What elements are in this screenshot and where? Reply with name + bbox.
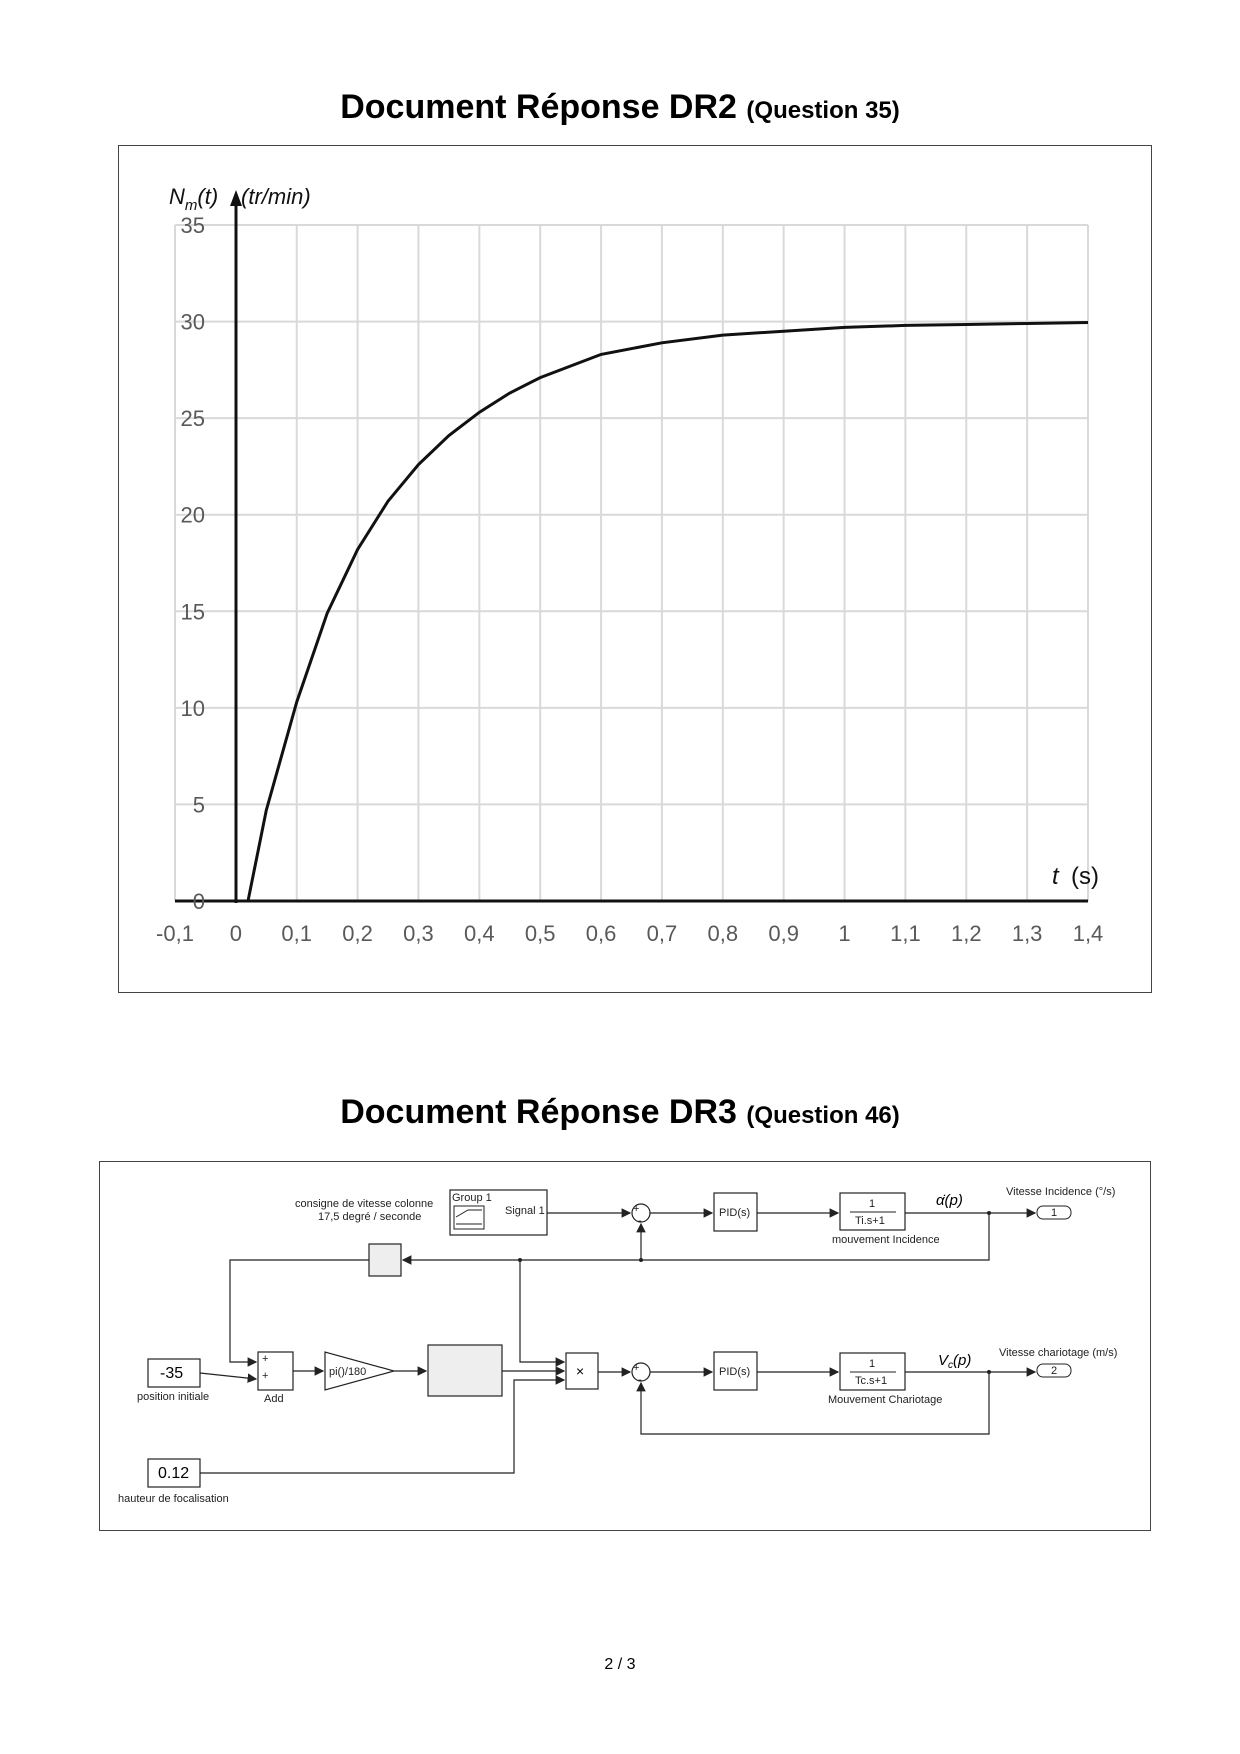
chart-frame [118, 145, 1152, 993]
x-tick-label: -0,1 [156, 921, 194, 946]
out1-title: Vitesse Incidence (°/s) [1006, 1186, 1116, 1198]
tf1-den: Ti.s+1 [855, 1215, 885, 1227]
pid1-label: PID(s) [719, 1207, 751, 1219]
product-symbol: × [576, 1363, 585, 1379]
y-tick-label: 0 [192, 889, 205, 914]
dr2-title [0, 88, 1240, 127]
x-tick-label: 1,3 [1011, 921, 1043, 946]
unknown-block-feedback[interactable] [369, 1244, 401, 1276]
response-chart [119, 146, 1150, 991]
chart-grid [175, 225, 1088, 901]
x-tick-label: 1 [838, 921, 851, 946]
x-tick-label: 0,8 [707, 921, 739, 946]
block-diagram [100, 1162, 1149, 1529]
dr3-question: (Question 46) [746, 1102, 900, 1129]
sum2-minus: - [638, 1374, 642, 1386]
x-tick-label: 0,2 [342, 921, 373, 946]
tf2-num: 1 [869, 1358, 876, 1370]
chart-axes [175, 190, 1088, 903]
add-label: Add [264, 1393, 284, 1405]
dr2-title-text: Document Réponse DR2 [340, 88, 737, 126]
y-tick-labels [181, 213, 205, 914]
x-tick-label: 0,4 [464, 921, 495, 946]
const2-value: 0.12 [158, 1465, 190, 1482]
y-tick-label: 20 [180, 502, 205, 528]
signal-label: Signal 1 [505, 1205, 545, 1217]
junction-dot [639, 1258, 643, 1262]
y-axis-unit: (tr/min) [241, 184, 311, 209]
y-tick-label: 5 [192, 792, 205, 818]
dr2-question: (Question 35) [746, 97, 900, 124]
y-tick-label: 30 [180, 309, 205, 335]
group-label: Group 1 [452, 1192, 492, 1204]
alpha-label: α̇(p) [936, 1192, 963, 1209]
tf1-label: mouvement Incidence [832, 1234, 940, 1246]
page-number: 2 / 3 [604, 1656, 636, 1673]
x-axis-label: t [1052, 863, 1059, 890]
x-tick-label: 1,4 [1072, 921, 1104, 946]
x-tick-label: 0,6 [585, 921, 617, 946]
sum1-minus: - [638, 1215, 642, 1227]
diagram-frame [99, 1161, 1151, 1531]
out2-port: 2 [1051, 1365, 1058, 1377]
out2-title: Vitesse chariotage (m/s) [999, 1347, 1118, 1359]
tf2-den: Tc.s+1 [855, 1375, 888, 1387]
y-tick-label: 10 [180, 695, 205, 721]
unknown-block-trig[interactable] [428, 1345, 502, 1396]
sum2-plus: + [633, 1362, 640, 1374]
sum1-plus: + [633, 1203, 640, 1215]
y-tick-label: 25 [180, 406, 205, 432]
y-axis-label: $N_m(t)$ [169, 184, 219, 214]
pid2-label: PID(s) [719, 1366, 751, 1378]
vc-label: $V_c(p)$ [938, 1352, 972, 1371]
dr3-title [0, 1093, 1240, 1132]
tf2-label: Mouvement Chariotage [828, 1394, 943, 1406]
x-tick-label: 0,1 [281, 921, 313, 946]
y-tick-label: 15 [180, 599, 205, 625]
x-tick-label: 1,2 [950, 921, 982, 946]
junction-dot [987, 1211, 991, 1215]
x-tick-label: 1,1 [890, 921, 921, 946]
const2-label: hauteur de focalisation [118, 1493, 229, 1505]
diagram-wires [200, 1211, 1035, 1473]
const1-label: position initiale [137, 1391, 210, 1403]
consigne-value: 17,5 degré / seconde [318, 1211, 422, 1223]
consigne-label: consigne de vitesse colonne [295, 1198, 434, 1210]
gain-label: pi()/180 [329, 1366, 367, 1378]
tf1-num: 1 [869, 1198, 876, 1210]
y-tick-label: 35 [180, 213, 205, 238]
x-tick-label: 0,5 [524, 921, 556, 946]
add-plus-2: + [262, 1370, 269, 1382]
x-tick-labels [156, 921, 1103, 946]
x-tick-label: 0,3 [403, 921, 434, 946]
x-tick-label: 0 [229, 921, 242, 946]
out1-port: 1 [1051, 1207, 1058, 1219]
x-tick-label: 0,9 [768, 921, 799, 946]
junction-dot [987, 1370, 991, 1374]
add-plus-1: + [262, 1353, 269, 1365]
x-tick-label: 0,7 [646, 921, 678, 946]
dr3-title-text: Document Réponse DR3 [340, 1093, 737, 1131]
junction-dot [518, 1258, 522, 1262]
const1-value: -35 [160, 1365, 184, 1382]
x-axis-unit: (s) [1071, 863, 1099, 890]
